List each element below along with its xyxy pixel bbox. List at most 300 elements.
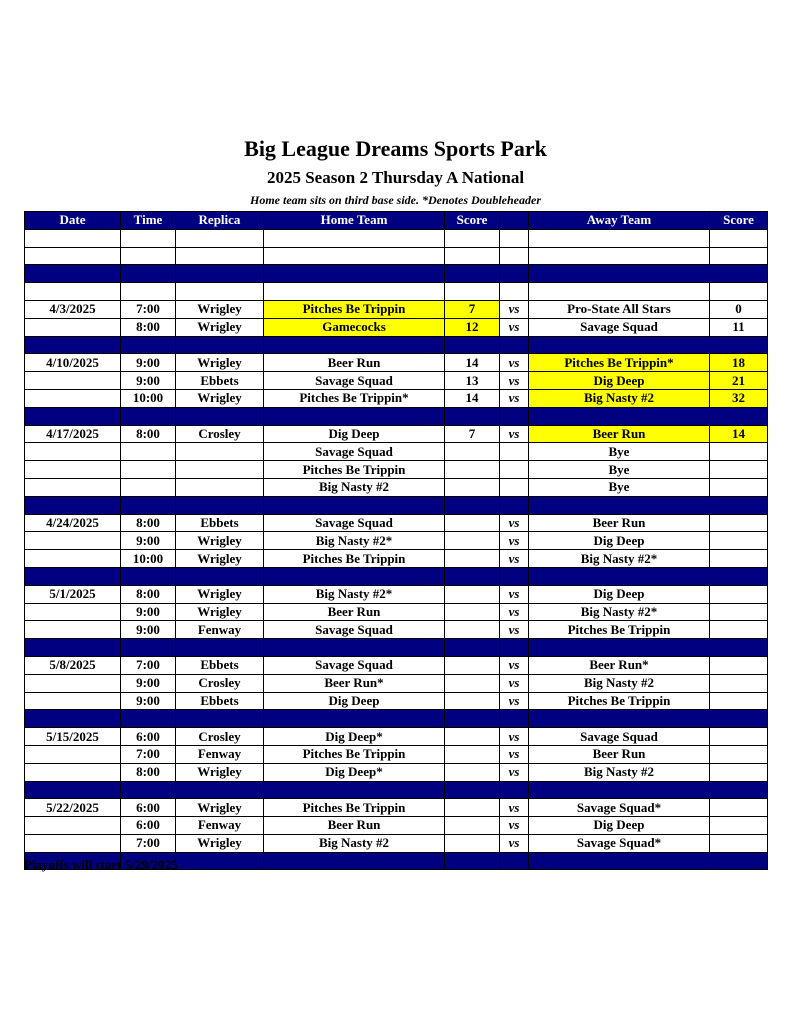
away-score: 11 [710, 318, 768, 336]
table-row [25, 354, 768, 372]
home-score [445, 283, 500, 301]
separator-row [25, 336, 768, 354]
home-score [445, 852, 500, 870]
game-replica [176, 336, 264, 354]
game-replica [176, 852, 264, 870]
away-score [710, 496, 768, 514]
game-date [25, 674, 121, 692]
game-date [25, 283, 121, 301]
home-team: Pitches Be Trippin [264, 550, 445, 568]
home-team: Savage Squad [264, 656, 445, 674]
table-row [25, 603, 768, 621]
game-time: 8:00 [121, 763, 176, 781]
vs-label [500, 247, 529, 265]
game-date [25, 229, 121, 247]
game-time [121, 283, 176, 301]
vs-label: vs [500, 834, 529, 852]
game-replica [176, 567, 264, 585]
home-team [264, 852, 445, 870]
away-score [710, 407, 768, 425]
home-team [264, 265, 445, 283]
home-team [264, 247, 445, 265]
table-row [25, 550, 768, 568]
home-team [264, 229, 445, 247]
home-score [445, 781, 500, 799]
vs-label: vs [500, 532, 529, 550]
home-score [445, 656, 500, 674]
separator-row [25, 567, 768, 585]
away-team: Dig Deep [529, 372, 710, 390]
home-team: Big Nasty #2 [264, 478, 445, 496]
away-team: Savage Squad [529, 728, 710, 746]
away-team [529, 336, 710, 354]
game-date [25, 567, 121, 585]
game-replica [176, 461, 264, 479]
game-time: 9:00 [121, 532, 176, 550]
game-replica [176, 710, 264, 728]
away-team [529, 567, 710, 585]
game-replica [176, 496, 264, 514]
game-time: 9:00 [121, 621, 176, 639]
home-score [445, 745, 500, 763]
game-date [25, 247, 121, 265]
away-score [710, 283, 768, 301]
away-team: Big Nasty #2* [529, 603, 710, 621]
away-team: Dig Deep [529, 532, 710, 550]
vs-label: vs [500, 389, 529, 407]
away-team [529, 229, 710, 247]
away-team: Pitches Be Trippin [529, 621, 710, 639]
vs-label: vs [500, 728, 529, 746]
game-replica: Ebbets [176, 692, 264, 710]
away-team: Bye [529, 461, 710, 479]
vs-label [500, 229, 529, 247]
away-team: Beer Run [529, 425, 710, 443]
game-replica: Ebbets [176, 656, 264, 674]
vs-label: vs [500, 300, 529, 318]
game-replica: Wrigley [176, 389, 264, 407]
game-date [25, 478, 121, 496]
home-team: Savage Squad [264, 372, 445, 390]
game-replica: Wrigley [176, 300, 264, 318]
vs-label [500, 781, 529, 799]
vs-label [500, 265, 529, 283]
home-score [445, 763, 500, 781]
away-score [710, 443, 768, 461]
home-score [445, 567, 500, 585]
vs-label [500, 283, 529, 301]
game-date [25, 781, 121, 799]
game-replica: Crosley [176, 425, 264, 443]
home-score [445, 443, 500, 461]
vs-label: vs [500, 674, 529, 692]
home-team: Pitches Be Trippin [264, 300, 445, 318]
vs-label: vs [500, 425, 529, 443]
home-team [264, 710, 445, 728]
table-row [25, 300, 768, 318]
game-time: 7:00 [121, 300, 176, 318]
table-row [25, 799, 768, 817]
away-score: 21 [710, 372, 768, 390]
home-team [264, 336, 445, 354]
game-date: 4/17/2025 [25, 425, 121, 443]
vs-label: vs [500, 550, 529, 568]
schedule-table [24, 211, 768, 870]
away-score [710, 692, 768, 710]
away-score [710, 550, 768, 568]
game-time [121, 461, 176, 479]
home-score: 14 [445, 354, 500, 372]
home-score [445, 799, 500, 817]
home-score [445, 603, 500, 621]
table-row [25, 478, 768, 496]
away-score [710, 674, 768, 692]
game-replica [176, 229, 264, 247]
home-score [445, 710, 500, 728]
home-team: Dig Deep* [264, 763, 445, 781]
game-replica: Wrigley [176, 318, 264, 336]
home-score [445, 817, 500, 835]
game-date [25, 745, 121, 763]
away-score [710, 229, 768, 247]
game-time [121, 710, 176, 728]
vs-label [500, 852, 529, 870]
away-score [710, 799, 768, 817]
col-header-time: Time [121, 212, 176, 230]
game-time [121, 336, 176, 354]
game-time: 6:00 [121, 799, 176, 817]
page-subtitle: 2025 Season 2 Thursday A National [266, 168, 525, 187]
away-score [710, 834, 768, 852]
game-time [121, 478, 176, 496]
game-replica: Wrigley [176, 354, 264, 372]
game-time: 10:00 [121, 550, 176, 568]
game-date [25, 265, 121, 283]
home-team: Beer Run [264, 354, 445, 372]
home-score [445, 478, 500, 496]
game-date [25, 461, 121, 479]
game-replica: Ebbets [176, 372, 264, 390]
vs-label: vs [500, 745, 529, 763]
blank-row [25, 283, 768, 301]
col-header-away-team: Away Team [529, 212, 710, 230]
away-team: Savage Squad [529, 318, 710, 336]
game-date [25, 639, 121, 657]
game-replica: Wrigley [176, 585, 264, 603]
away-score [710, 621, 768, 639]
away-score [710, 763, 768, 781]
home-score [445, 585, 500, 603]
home-team: Beer Run [264, 603, 445, 621]
game-date [25, 834, 121, 852]
away-team: Dig Deep [529, 817, 710, 835]
away-team [529, 781, 710, 799]
game-time: 6:00 [121, 728, 176, 746]
separator-row [25, 407, 768, 425]
table-row [25, 389, 768, 407]
home-score: 13 [445, 372, 500, 390]
away-team: Big Nasty #2* [529, 550, 710, 568]
table-row [25, 834, 768, 852]
home-score [445, 639, 500, 657]
home-score [445, 532, 500, 550]
away-score [710, 567, 768, 585]
home-team [264, 567, 445, 585]
away-score [710, 745, 768, 763]
game-date [25, 710, 121, 728]
vs-label: vs [500, 585, 529, 603]
vs-label [500, 496, 529, 514]
away-score [710, 639, 768, 657]
home-team: Gamecocks [264, 318, 445, 336]
table-row [25, 532, 768, 550]
game-time: 7:00 [121, 834, 176, 852]
vs-label: vs [500, 656, 529, 674]
game-replica: Wrigley [176, 834, 264, 852]
game-date [25, 550, 121, 568]
home-team: Beer Run* [264, 674, 445, 692]
game-time: 9:00 [121, 692, 176, 710]
vs-label: vs [500, 318, 529, 336]
away-team: Pitches Be Trippin [529, 692, 710, 710]
away-score [710, 781, 768, 799]
game-replica: Crosley [176, 674, 264, 692]
separator-row [25, 265, 768, 283]
away-team [529, 639, 710, 657]
vs-label: vs [500, 692, 529, 710]
table-row [25, 692, 768, 710]
game-replica [176, 443, 264, 461]
home-team: Dig Deep* [264, 728, 445, 746]
col-header-date: Date [25, 212, 121, 230]
away-team [529, 247, 710, 265]
page-title: Big League Dreams Sports Park [244, 136, 547, 161]
game-date: 5/22/2025 [25, 799, 121, 817]
schedule-body [25, 229, 768, 870]
table-row [25, 745, 768, 763]
away-score [710, 603, 768, 621]
away-team: Savage Squad* [529, 799, 710, 817]
away-team [529, 852, 710, 870]
game-time [121, 407, 176, 425]
home-score [445, 834, 500, 852]
home-team: Savage Squad [264, 443, 445, 461]
game-time: 9:00 [121, 372, 176, 390]
game-date [25, 817, 121, 835]
game-date [25, 496, 121, 514]
vs-label [500, 639, 529, 657]
vs-label [500, 407, 529, 425]
game-replica [176, 283, 264, 301]
away-score [710, 265, 768, 283]
game-date [25, 621, 121, 639]
game-date [25, 407, 121, 425]
game-replica [176, 478, 264, 496]
away-team: Dig Deep [529, 585, 710, 603]
game-date: 5/8/2025 [25, 656, 121, 674]
col-header-away-score: Score [710, 212, 768, 230]
home-score: 12 [445, 318, 500, 336]
table-row [25, 443, 768, 461]
game-replica: Wrigley [176, 799, 264, 817]
vs-label [500, 567, 529, 585]
away-score [710, 336, 768, 354]
away-team: Savage Squad* [529, 834, 710, 852]
game-time: 9:00 [121, 603, 176, 621]
home-score [445, 461, 500, 479]
game-time: 9:00 [121, 354, 176, 372]
home-score [445, 265, 500, 283]
vs-label [500, 336, 529, 354]
away-team [529, 265, 710, 283]
game-replica [176, 781, 264, 799]
game-date [25, 336, 121, 354]
game-time: 10:00 [121, 389, 176, 407]
away-team: Big Nasty #2 [529, 389, 710, 407]
home-team [264, 283, 445, 301]
table-row [25, 817, 768, 835]
game-date [25, 372, 121, 390]
table-row [25, 728, 768, 746]
game-time: 8:00 [121, 425, 176, 443]
away-score [710, 247, 768, 265]
home-score [445, 496, 500, 514]
game-time: 7:00 [121, 656, 176, 674]
away-team: Pro-State All Stars [529, 300, 710, 318]
vs-label [500, 478, 529, 496]
game-date [25, 603, 121, 621]
home-score: 7 [445, 425, 500, 443]
col-header-replica: Replica [176, 212, 264, 230]
home-team [264, 496, 445, 514]
away-team: Bye [529, 478, 710, 496]
vs-label: vs [500, 514, 529, 532]
table-row [25, 674, 768, 692]
table-row [25, 621, 768, 639]
vs-label [500, 443, 529, 461]
away-score [710, 585, 768, 603]
game-replica [176, 265, 264, 283]
game-date [25, 389, 121, 407]
col-header-home-score: Score [445, 212, 500, 230]
away-score [710, 461, 768, 479]
playoffs-note: Playoffs will start 5/29/2025 [24, 857, 178, 872]
away-score [710, 728, 768, 746]
home-score [445, 514, 500, 532]
table-row [25, 461, 768, 479]
away-score [710, 817, 768, 835]
away-team [529, 496, 710, 514]
game-time: 8:00 [121, 318, 176, 336]
home-team: Savage Squad [264, 621, 445, 639]
page-note: Home team sits on third base side. *Denotes Doubleheader [250, 193, 541, 207]
vs-label [500, 710, 529, 728]
col-header-vs [500, 212, 529, 230]
game-time: 8:00 [121, 585, 176, 603]
home-score [445, 674, 500, 692]
home-team: Pitches Be Trippin* [264, 389, 445, 407]
away-score [710, 852, 768, 870]
vs-label: vs [500, 817, 529, 835]
game-replica: Fenway [176, 745, 264, 763]
game-date [25, 692, 121, 710]
home-team: Pitches Be Trippin [264, 799, 445, 817]
away-score: 18 [710, 354, 768, 372]
game-replica [176, 639, 264, 657]
vs-label: vs [500, 372, 529, 390]
away-team: Beer Run* [529, 656, 710, 674]
home-score: 14 [445, 389, 500, 407]
away-team: Big Nasty #2 [529, 674, 710, 692]
game-replica: Wrigley [176, 763, 264, 781]
home-team: Big Nasty #2* [264, 532, 445, 550]
home-score [445, 692, 500, 710]
home-score: 7 [445, 300, 500, 318]
game-time [121, 229, 176, 247]
vs-label: vs [500, 763, 529, 781]
home-score [445, 550, 500, 568]
separator-row [25, 496, 768, 514]
blank-row [25, 247, 768, 265]
home-team: Dig Deep [264, 425, 445, 443]
table-row [25, 763, 768, 781]
table-header-row [25, 212, 768, 230]
home-team: Pitches Be Trippin [264, 745, 445, 763]
away-score: 0 [710, 300, 768, 318]
game-time [121, 496, 176, 514]
vs-label: vs [500, 354, 529, 372]
game-replica: Ebbets [176, 514, 264, 532]
home-score [445, 728, 500, 746]
home-team [264, 407, 445, 425]
table-row [25, 656, 768, 674]
home-score [445, 621, 500, 639]
away-score [710, 478, 768, 496]
home-team: Big Nasty #2 [264, 834, 445, 852]
home-score [445, 407, 500, 425]
table-row [25, 425, 768, 443]
blank-row [25, 229, 768, 247]
away-score [710, 514, 768, 532]
game-replica: Wrigley [176, 550, 264, 568]
home-team [264, 639, 445, 657]
away-team [529, 283, 710, 301]
game-date [25, 763, 121, 781]
game-time [121, 443, 176, 461]
away-team: Big Nasty #2 [529, 763, 710, 781]
table-row [25, 585, 768, 603]
away-team: Pitches Be Trippin* [529, 354, 710, 372]
home-team [264, 781, 445, 799]
separator-row [25, 639, 768, 657]
col-header-home-team: Home Team [264, 212, 445, 230]
game-time: 6:00 [121, 817, 176, 835]
game-replica: Fenway [176, 621, 264, 639]
separator-row [25, 781, 768, 799]
game-date: 5/15/2025 [25, 728, 121, 746]
home-team: Big Nasty #2* [264, 585, 445, 603]
away-team: Bye [529, 443, 710, 461]
game-date [25, 532, 121, 550]
game-time: 9:00 [121, 674, 176, 692]
home-team: Beer Run [264, 817, 445, 835]
vs-label [500, 461, 529, 479]
game-replica: Crosley [176, 728, 264, 746]
game-date [25, 443, 121, 461]
game-date: 4/3/2025 [25, 300, 121, 318]
game-replica [176, 407, 264, 425]
game-date [25, 318, 121, 336]
